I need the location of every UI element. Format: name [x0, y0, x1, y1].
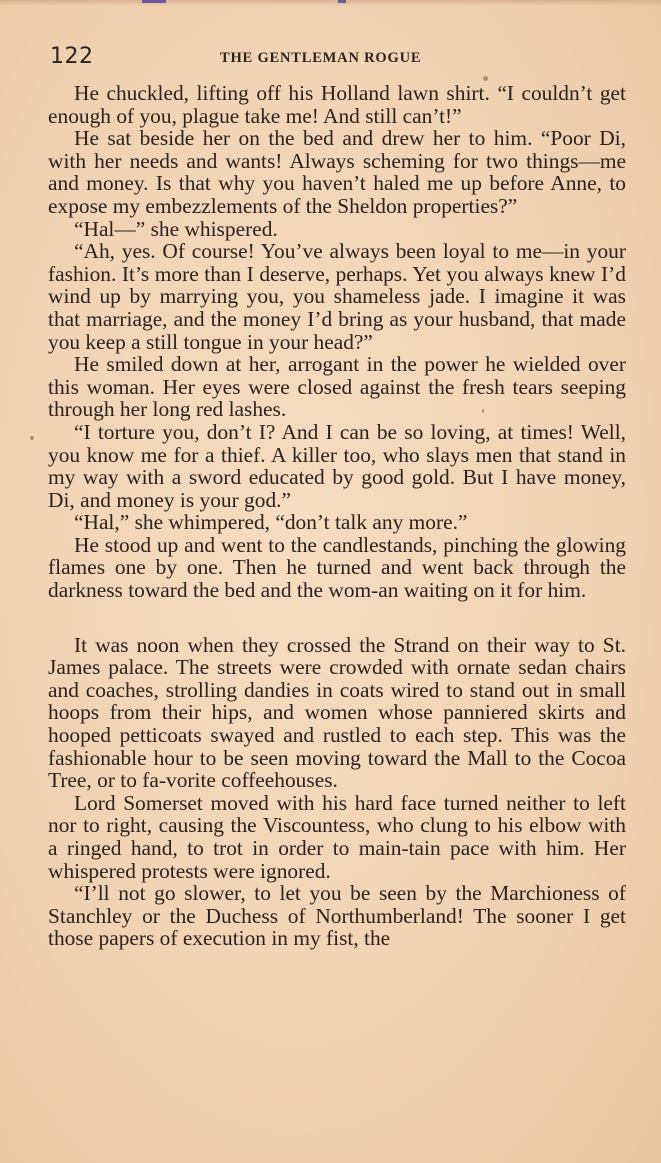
section-break — [48, 602, 626, 634]
paragraph: “Ah, yes. Of course! You’ve always been loyal to me—in your fashion. It’s more than I deserve, perhaps. Yet you always knew I’d wind up by marrying you, you shameless jade. I imagine it was that marriage, and the money I’d bring as your husband, that made you keep a still tongue in your head?” — [48, 239, 626, 354]
top-binding-mark — [338, 0, 346, 3]
paragraph: He smiled down at her, arrogant in the power he wielded over this woman. Her eyes were closed against the fresh tears seeping through her long red lashes. — [48, 352, 626, 422]
paragraph: “Hal—” she whispered. — [74, 216, 278, 241]
paper-speck — [483, 76, 488, 81]
body-text — [48, 82, 626, 950]
top-binding-mark — [142, 0, 166, 3]
paragraph: He stood up and went to the candlestands, pinching the glowing flames one by one. Then he turned and went back through the darkness toward the bed and the wom-an waiting on it for him. — [48, 532, 626, 603]
paragraph: He chuckled, lifting off his Holland lawn shirt. “I couldn’t get enough of you, plague take me! And still can’t!” — [48, 81, 626, 128]
paragraph: He sat beside her on the bed and drew her to him. “Poor Di, with her needs and wants! Always scheming for two things—me and money. Is that why you haven’t haled me up before Anne, to expose my embezzlements of the Sheldon properties?” — [48, 126, 626, 218]
page-number: 122 — [50, 44, 94, 69]
paper-speck — [482, 409, 484, 413]
paragraph: “Hal,” she whimpered, “don’t talk any more.” — [74, 510, 468, 535]
paragraph: Lord Somerset moved with his hard face turned neither to left nor to right, causing the Viscountess, who clung to his elbow with a ringed hand, to trot in order to main-tain pace with him. Her whispered protests were ignored. — [48, 790, 626, 883]
page-header — [50, 44, 630, 74]
running-head: THE GENTLEMAN ROGUE — [220, 50, 422, 66]
paragraph: “I torture you, don’t I? And I can be so loving, at times! Well, you know me for a thief. A killer too, who slays men that stand in my way with a sword educated by good gold. But I have money, Di, and money is your god.” — [48, 419, 626, 512]
paragraph: It was noon when they crossed the Strand on their way to St. James palace. The streets were crowded with ornate sedan chairs and coaches, strolling dandies in coats wired to stand out in small hoops from their hips, and women whose panniered skirts and hooped petticoats swayed and rustled to each step. This was the fashionable hour to be seen moving toward the Mall to the Cocoa Tree, or to fa-vorite coffeehouses. — [48, 632, 626, 793]
page-top-edge — [0, 0, 661, 6]
paragraph: “I’ll not go slower, to let you be seen by the Marchioness of Stanchley or the Duchess of Northumberland! The sooner I get those papers of execution in my fist, the — [48, 881, 626, 951]
paper-speck — [30, 436, 34, 440]
